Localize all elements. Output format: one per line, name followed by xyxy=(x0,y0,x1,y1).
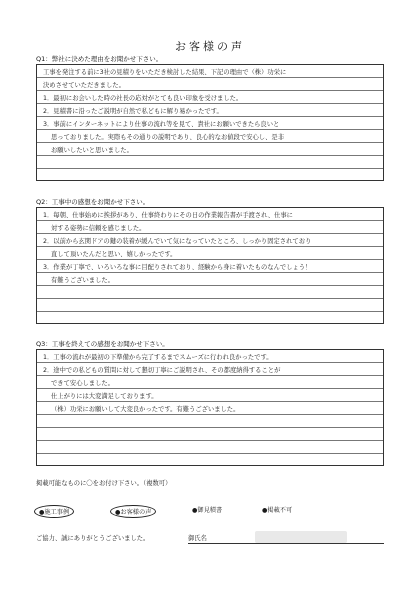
question-3-answer-box xyxy=(36,349,384,466)
answer-row xyxy=(37,156,383,169)
option-estimate[interactable]: ●御見積書 xyxy=(192,507,223,514)
redacted-name xyxy=(255,531,347,543)
answer-line: 有難うございました。 xyxy=(51,277,114,284)
signature-line xyxy=(188,543,384,544)
answer-row xyxy=(37,117,383,130)
answer-line: 1．毎朝、仕事始めに挨拶があり、仕事終わりにその日の作業報告書が手渡され、仕事に xyxy=(43,212,293,219)
question-3-label: Q3：工事を終えての感想をお聞かせ下さい。 xyxy=(36,340,169,348)
answer-line: お願いしたいと思いました。 xyxy=(51,147,133,154)
question-2-answer-box xyxy=(36,207,384,324)
answer-row xyxy=(37,376,383,389)
answer-row xyxy=(37,65,383,78)
answer-row xyxy=(37,260,383,273)
signature-label: 御氏名 xyxy=(188,535,207,542)
answer-line: 2．見積書に沿ったご説明が自然で私どもに解り易かったです。 xyxy=(43,108,223,115)
option-customer-voice[interactable]: ●お客様の声 xyxy=(110,505,156,518)
answer-row xyxy=(37,389,383,402)
answer-line: 3．作業が丁寧で、いろいろな事に目配りされており、経験から身に着いたものなんでしょう！ xyxy=(43,264,312,271)
question-1-answer-box xyxy=(36,64,384,181)
answer-row xyxy=(37,273,383,286)
answer-line: 2．途中での私どもの質問に対して懇切丁寧にご説明され、その都度納得することが xyxy=(43,367,281,374)
answer-row xyxy=(37,299,383,312)
option-case-study[interactable]: ●施工事例 xyxy=(34,505,74,518)
answer-row xyxy=(37,441,383,454)
thanks-message: ご協力、誠にありがとうございました。 xyxy=(36,535,150,542)
answer-row xyxy=(37,286,383,299)
answer-row xyxy=(37,169,383,182)
answer-line: 1．工事の流れが最初の下準備から完了するまでスムーズに行われ良かったです。 xyxy=(43,354,273,361)
answer-row xyxy=(37,312,383,325)
answer-line: 思っておりました。実際もその通りの説明であり、良心的なお値段で安心し、是非 xyxy=(51,134,284,141)
answer-line: 対する姿勢に信頼を感じました。 xyxy=(51,225,146,232)
answer-line: （株）功栄にお願いして大変良かったです。有難うございました。 xyxy=(51,406,240,413)
answer-line: 直して頂いたんだと思い、嬉しかったです。 xyxy=(51,251,177,258)
page-title: お客様の声 xyxy=(175,40,245,53)
answer-row xyxy=(37,428,383,441)
answer-row xyxy=(37,454,383,467)
answer-row xyxy=(37,104,383,117)
publish-permission-note: 掲載可能なものに〇をお付け下さい。（複数可） xyxy=(36,480,172,487)
answer-line: 仕上がりには大変満足しております。 xyxy=(51,393,158,400)
answer-row xyxy=(37,350,383,363)
answer-line: 3．事前にインターネットにより仕事の流れ等を見て、貴社にお願いできたら良いと xyxy=(43,121,280,128)
answer-row xyxy=(37,78,383,91)
answer-line: 工事を発注する前に3社の見積りをいただき検討した結果、下記の理由で（株）功栄に xyxy=(43,69,287,76)
answer-line: 決めさせていただきました。 xyxy=(43,82,125,89)
question-1-label: Q1：弊社に決めた理由をお聞かせ下さい。 xyxy=(36,55,163,63)
answer-line: 1．最初にお会いした時の社長の応対がとても良い印象を受けました。 xyxy=(43,95,243,102)
answer-row xyxy=(37,143,383,156)
answer-row xyxy=(37,208,383,221)
option-no-publish[interactable]: ●掲載不可 xyxy=(262,507,293,514)
answer-row xyxy=(37,247,383,260)
answer-row xyxy=(37,91,383,104)
answer-line: できて安心しました。 xyxy=(51,380,114,387)
answer-row xyxy=(37,363,383,376)
answer-line: 2．以前から玄関ドアの鍵の装着が緩んでいて気になっていたところ、しっかり固定されており xyxy=(43,238,312,245)
answer-row xyxy=(37,130,383,143)
question-2-label: Q2：工事中の感想をお聞かせ下さい。 xyxy=(36,198,150,206)
answer-row xyxy=(37,221,383,234)
answer-row xyxy=(37,234,383,247)
answer-row xyxy=(37,415,383,428)
answer-row xyxy=(37,402,383,415)
